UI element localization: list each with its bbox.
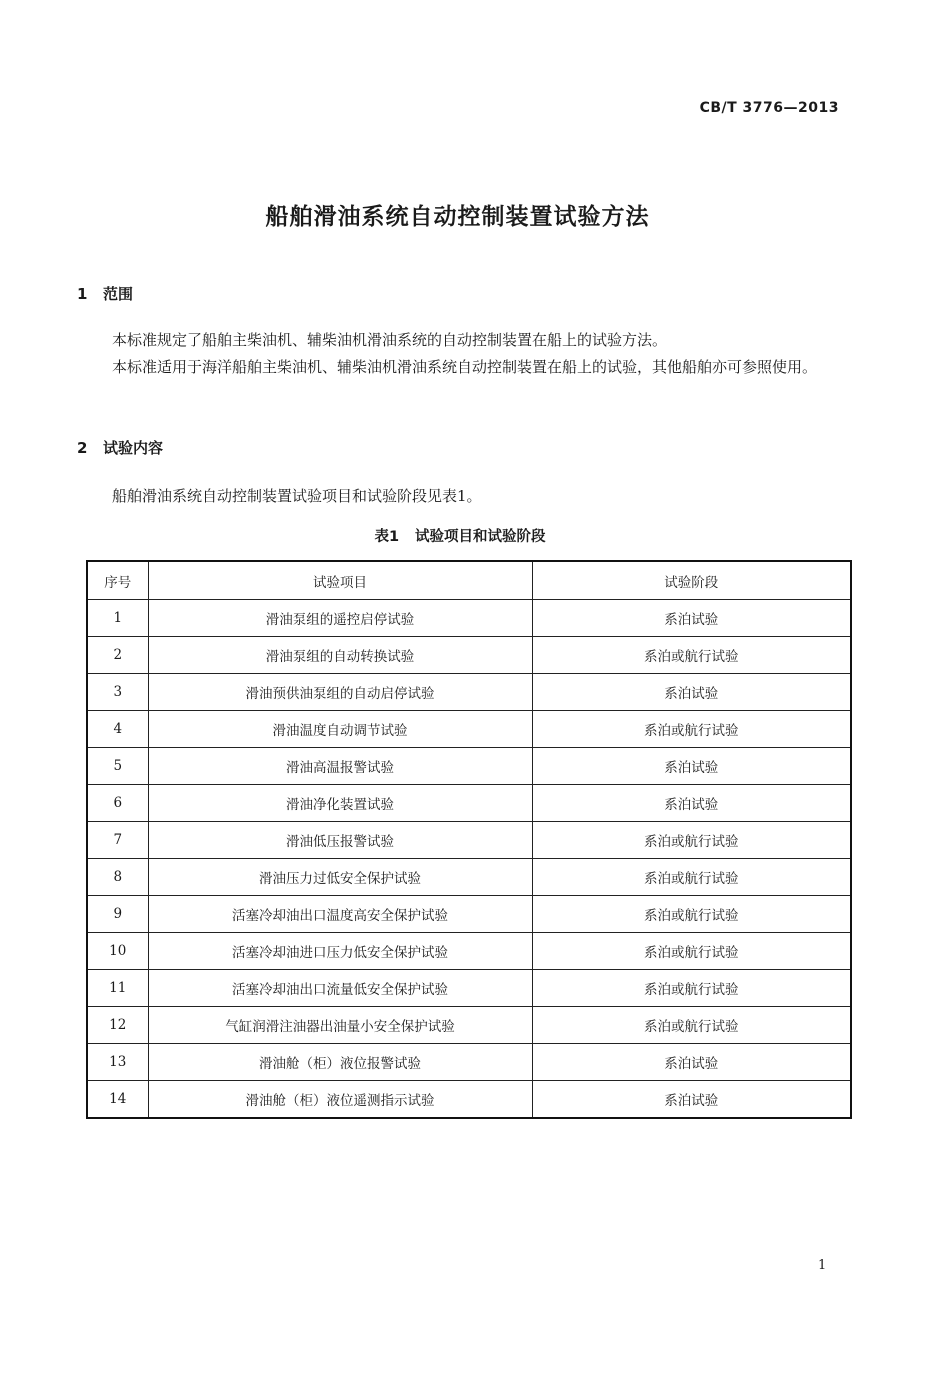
cell-test-stage: 系泊试验 (532, 748, 851, 785)
cell-test-item: 滑油温度自动调节试验 (148, 711, 532, 748)
cell-test-stage: 系泊试验 (532, 785, 851, 822)
document-title: 船舶滑油系统自动控制装置试验方法 (265, 204, 650, 230)
cell-test-stage: 系泊试验 (532, 1081, 851, 1119)
header-test-item: 试验项目 (148, 561, 532, 600)
cell-seq: 6 (87, 785, 148, 822)
cell-test-item: 滑油预供油泵组的自动启停试验 (148, 674, 532, 711)
table-row (87, 600, 851, 637)
cell-test-stage: 系泊试验 (532, 1044, 851, 1081)
header-test-stage: 试验阶段 (532, 561, 851, 600)
table-row (87, 637, 851, 674)
cell-seq: 5 (87, 748, 148, 785)
cell-seq: 12 (87, 1007, 148, 1044)
cell-test-stage: 系泊或航行试验 (532, 711, 851, 748)
cell-test-item: 滑油泵组的自动转换试验 (148, 637, 532, 674)
section-1-paragraph-1: 本标准规定了船舶主柴油机、辅柴油机滑油系统的自动控制装置在船上的试验方法。 (112, 331, 668, 349)
table-caption-title: 试验项目和试验阶段 (415, 529, 546, 545)
table-row (87, 1081, 851, 1119)
section-number: 1 (77, 285, 88, 303)
cell-test-stage: 系泊试验 (532, 600, 851, 637)
section-title: 试验内容 (103, 439, 164, 457)
table-row (87, 1007, 851, 1044)
cell-test-item: 滑油舱（柜）液位报警试验 (148, 1044, 532, 1081)
table-caption (0, 525, 920, 546)
cell-test-stage: 系泊或航行试验 (532, 822, 851, 859)
cell-test-stage: 系泊或航行试验 (532, 1007, 851, 1044)
table-header-row (87, 561, 851, 600)
cell-test-stage: 系泊试验 (532, 674, 851, 711)
cell-test-item: 滑油高温报警试验 (148, 748, 532, 785)
cell-test-item: 滑油舱（柜）液位遥测指示试验 (148, 1081, 532, 1119)
cell-test-item: 滑油压力过低安全保护试验 (148, 859, 532, 896)
table-caption-number: 表1 (374, 529, 400, 545)
cell-seq: 13 (87, 1044, 148, 1081)
header-seq: 序号 (87, 561, 148, 600)
cell-seq: 1 (87, 600, 148, 637)
cell-test-item: 滑油净化装置试验 (148, 785, 532, 822)
section-1-paragraph-2: 本标准适用于海洋船舶主柴油机、辅柴油机滑油系统自动控制装置在船上的试验，其他船舶亦可参照使用。 (112, 358, 818, 376)
section-1-heading (77, 283, 133, 304)
section-title: 范围 (103, 285, 134, 303)
page-number: 1 (818, 1258, 827, 1273)
table-row (87, 970, 851, 1007)
cell-test-item: 滑油低压报警试验 (148, 822, 532, 859)
cell-seq: 14 (87, 1081, 148, 1119)
table-row (87, 785, 851, 822)
cell-test-item: 活塞冷却油出口流量低安全保护试验 (148, 970, 532, 1007)
cell-seq: 8 (87, 859, 148, 896)
cell-seq: 10 (87, 933, 148, 970)
cell-test-stage: 系泊或航行试验 (532, 637, 851, 674)
table-row (87, 674, 851, 711)
section-2-heading (77, 437, 163, 458)
cell-test-stage: 系泊或航行试验 (532, 859, 851, 896)
cell-seq: 4 (87, 711, 148, 748)
table-row (87, 896, 851, 933)
cell-test-stage: 系泊或航行试验 (532, 896, 851, 933)
cell-seq: 9 (87, 896, 148, 933)
cell-seq: 2 (87, 637, 148, 674)
table-row (87, 933, 851, 970)
cell-seq: 11 (87, 970, 148, 1007)
cell-test-item: 滑油泵组的遥控启停试验 (148, 600, 532, 637)
section-2-paragraph-1: 船舶滑油系统自动控制装置试验项目和试验阶段见表1。 (112, 487, 482, 505)
table-row (87, 859, 851, 896)
cell-test-stage: 系泊或航行试验 (532, 970, 851, 1007)
table-row (87, 711, 851, 748)
cell-seq: 7 (87, 822, 148, 859)
standard-code: CB/T 3776—2013 (699, 100, 839, 116)
section-number: 2 (77, 439, 88, 457)
cell-test-item: 气缸润滑注油器出油量小安全保护试验 (148, 1007, 532, 1044)
cell-seq: 3 (87, 674, 148, 711)
cell-test-stage: 系泊或航行试验 (532, 933, 851, 970)
table-row (87, 822, 851, 859)
table-row (87, 748, 851, 785)
test-items-table (86, 560, 852, 1119)
cell-test-item: 活塞冷却油出口温度高安全保护试验 (148, 896, 532, 933)
cell-test-item: 活塞冷却油进口压力低安全保护试验 (148, 933, 532, 970)
table-row (87, 1044, 851, 1081)
